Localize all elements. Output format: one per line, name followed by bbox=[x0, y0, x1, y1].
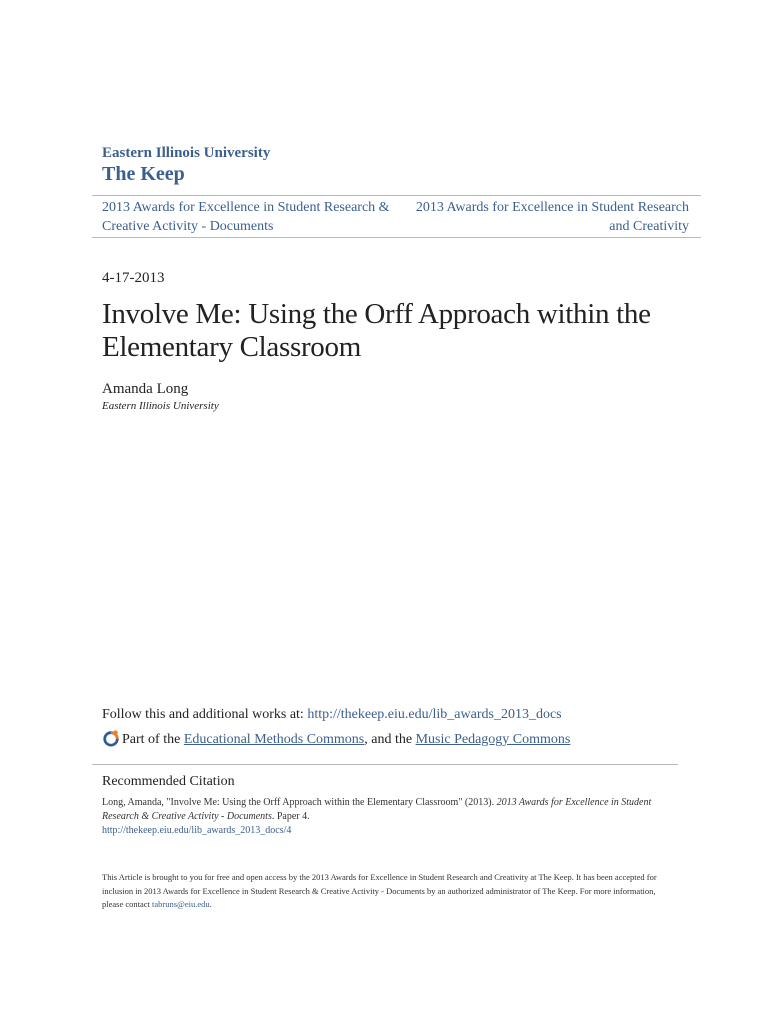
author-affiliation: Eastern Illinois University bbox=[102, 400, 219, 412]
citation-heading: Recommended Citation bbox=[102, 774, 235, 789]
collection-link-left[interactable]: 2013 Awards for Excellence in Student Research & Creative Activity - Documents bbox=[102, 200, 390, 234]
collections-divider bbox=[92, 237, 701, 238]
follow-url-link[interactable]: http://thekeep.eiu.edu/lib_awards_2013_docs bbox=[307, 707, 562, 722]
citation-text: Long, Amanda, "Involve Me: Using the Orff Approach within the Elementary Classroom" (2013). bbox=[102, 797, 497, 808]
educational-methods-commons-link[interactable]: Educational Methods Commons bbox=[183, 732, 365, 747]
publication-date: 4-17-2013 bbox=[102, 270, 165, 286]
repository-header bbox=[102, 145, 270, 186]
follow-line bbox=[102, 707, 562, 723]
institution-name[interactable]: Eastern Illinois University bbox=[102, 145, 271, 161]
author-name: Amanda Long bbox=[102, 381, 189, 397]
footer-notice bbox=[102, 871, 672, 912]
article-title: Involve Me: Using the Orff Approach within the Elementary Classroom bbox=[102, 298, 651, 363]
part-of-line bbox=[102, 731, 570, 749]
part-of-prefix: Part of the bbox=[122, 732, 181, 747]
repository-name[interactable]: The Keep bbox=[102, 163, 185, 185]
top-divider bbox=[92, 195, 701, 196]
citation-series: 2013 Awards for Excellence in Student Research & Creative Activity - Documents bbox=[102, 797, 652, 822]
contact-email-link[interactable]: tabruns@eiu.edu bbox=[152, 899, 210, 909]
citation-divider bbox=[92, 764, 678, 765]
follow-label: Follow this and additional works at: bbox=[102, 707, 308, 722]
footer-end: . bbox=[209, 899, 212, 909]
citation-block bbox=[102, 796, 662, 838]
footer-text: This Article is brought to you for free and open access by the 2013 Awards for Excellence in Student Research and Creativity at The Keep. It has been accepted for inclusion in 2013 Awards for Excellence in Student Research & Creative Activity - Documents by an authorized administrator of The Keep. For more information, please contact bbox=[102, 872, 657, 909]
commons-logo-icon bbox=[102, 729, 120, 747]
citation-url-link[interactable]: http://thekeep.eiu.edu/lib_awards_2013_docs/4 bbox=[102, 825, 292, 836]
music-pedagogy-commons-link[interactable]: Music Pedagogy Commons bbox=[415, 732, 571, 747]
collection-link-right[interactable]: 2013 Awards for Excellence in Student Research and Creativity bbox=[415, 200, 689, 234]
citation-paper: . Paper 4. bbox=[271, 811, 310, 822]
part-of-middle: , and the bbox=[364, 732, 413, 747]
